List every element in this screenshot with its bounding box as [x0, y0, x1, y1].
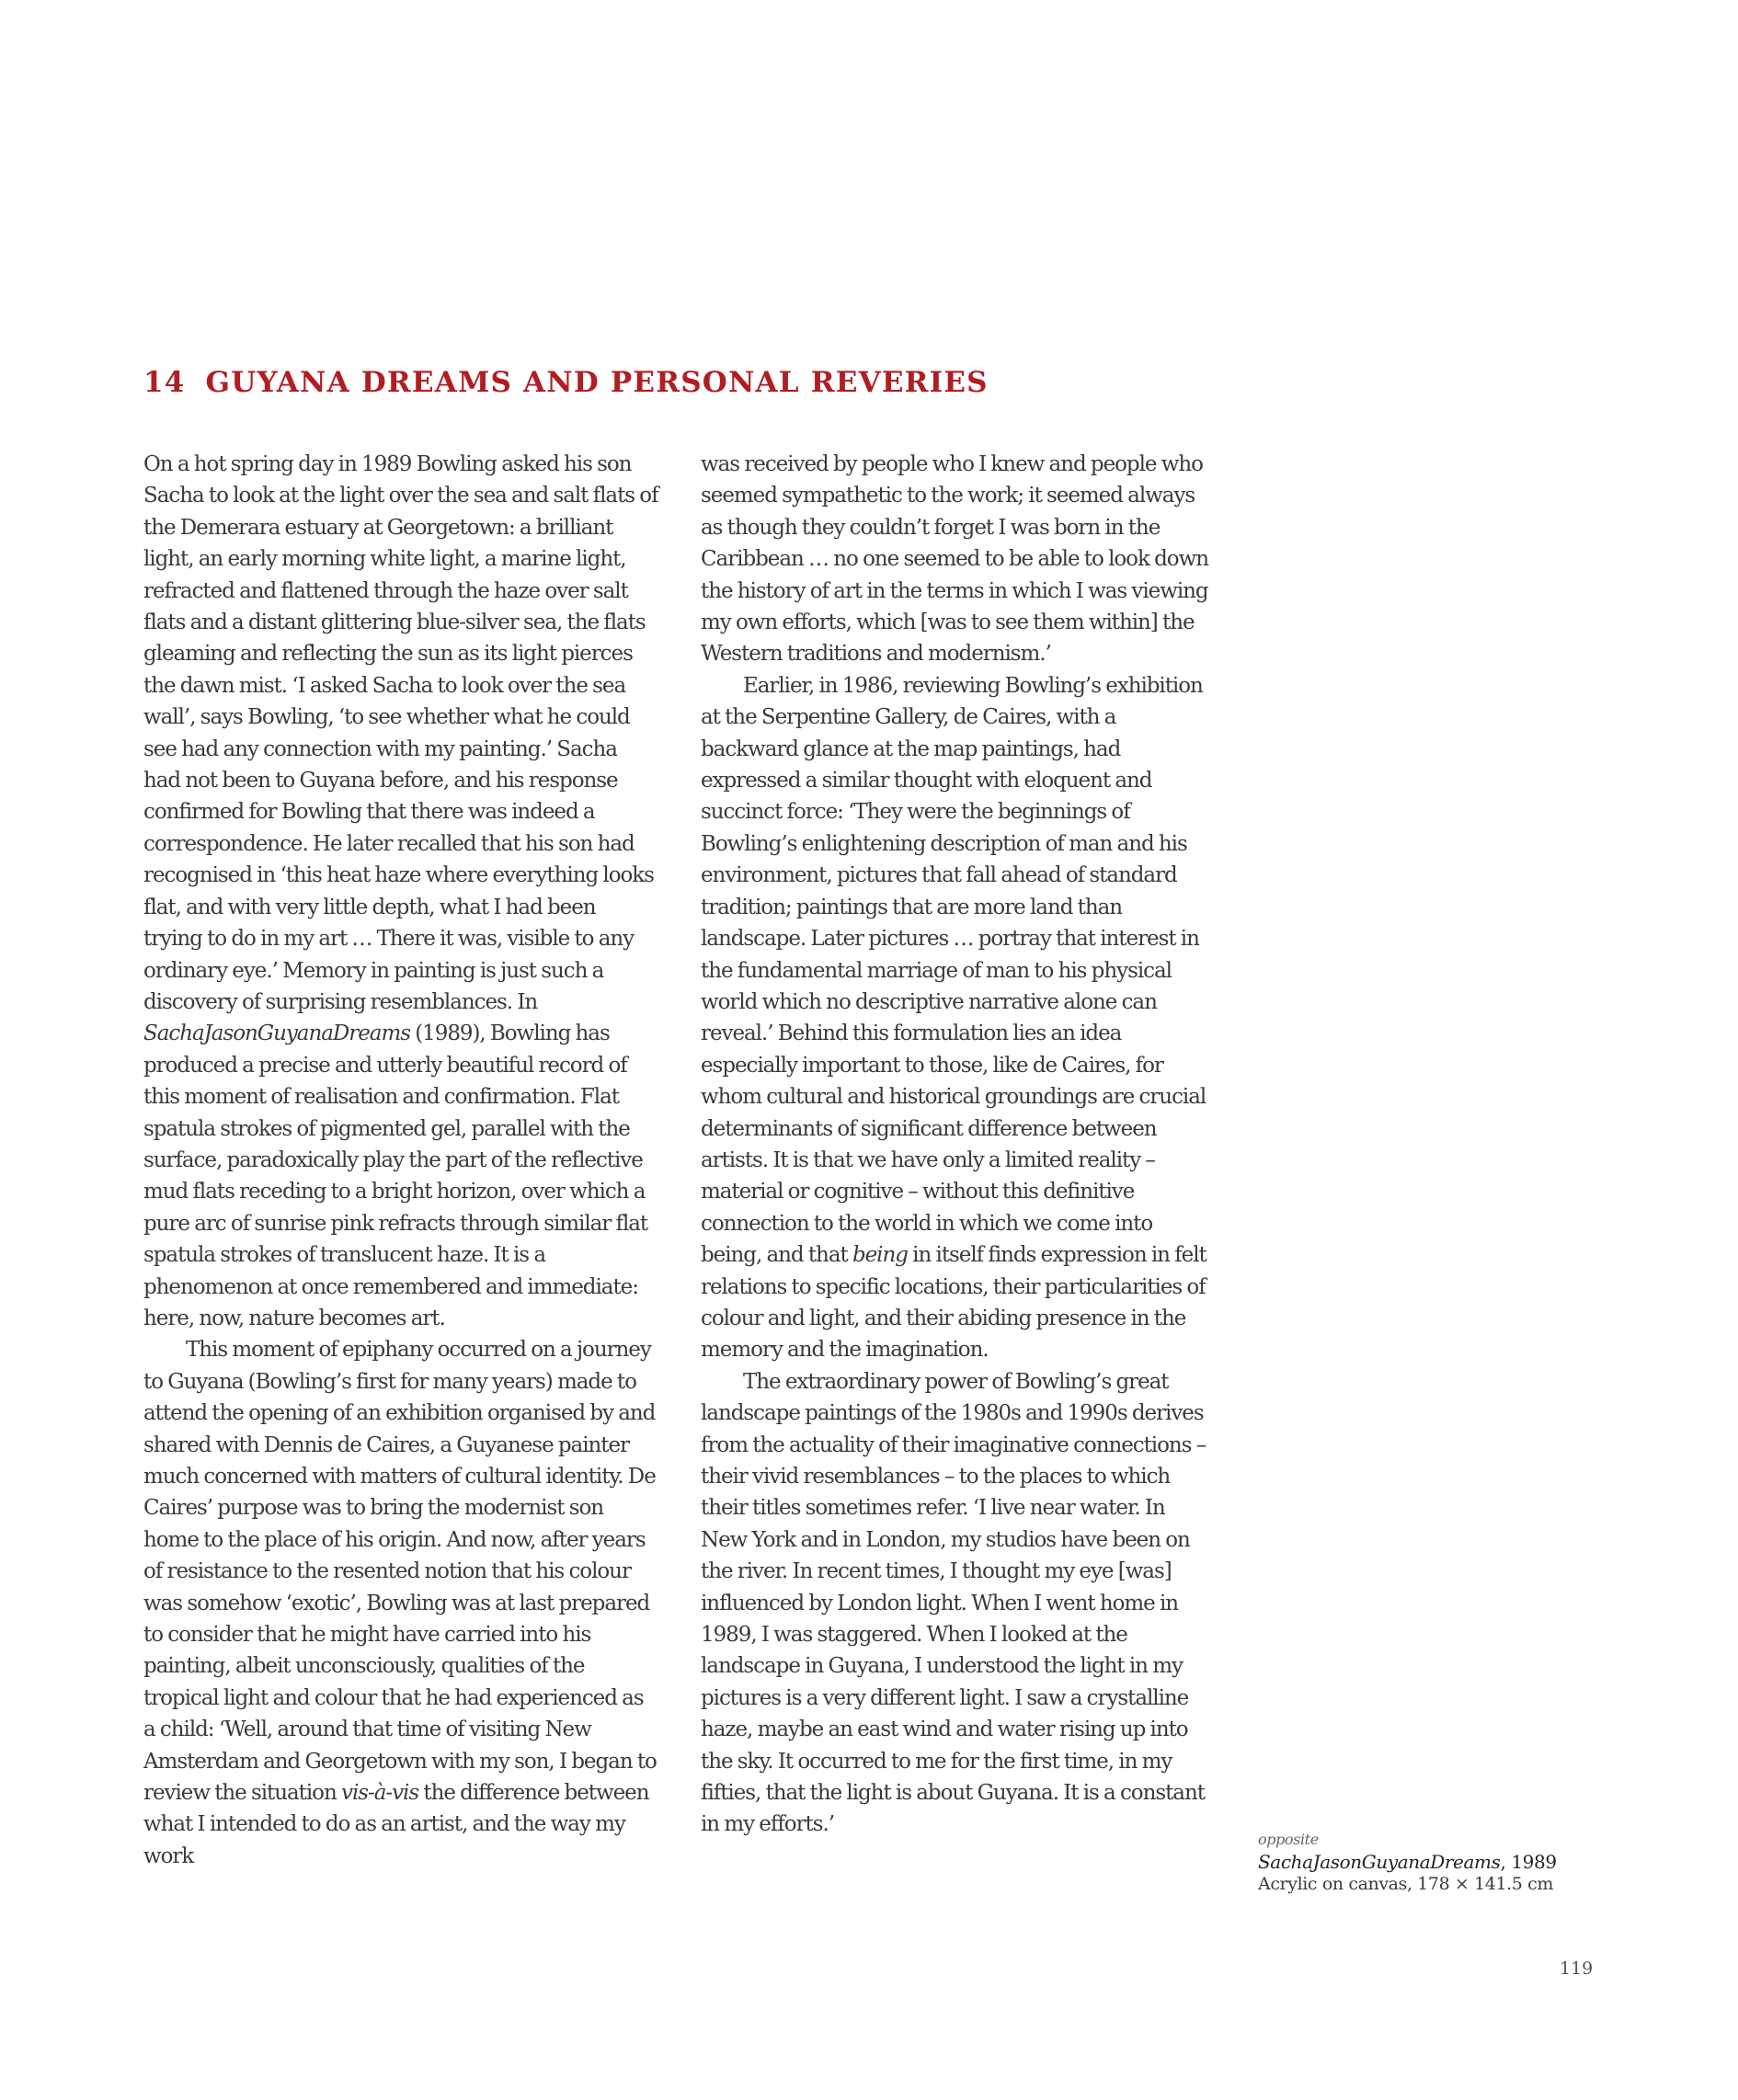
page-number: 119 — [1560, 1958, 1594, 1979]
paragraph-2-text-a: This moment of epiphany occurred on a journey to Guyana (Bowling’s first for many years) made to attend the opening of an exhibition organised by and shared with Dennis de Caires, a Guyanese painter much concerned with matters of cultural identity. De Caires’ purpose was to bring the modernist son home to the place of his origin. And now, after years of resistance to the resented notion that his colour was somehow ‘exotic’, Bowling was at last prepared to consider that he might have carried into his painting, albeit unconsciously, qualities of the tropical light and colour that he had experienced as a child: ‘Well, around that time of visiting New Amsterdam and Georgetown with my son, I began to review the situation — [143, 1338, 657, 1806]
paragraph-4 — [701, 670, 1216, 1366]
caption-medium: Acrylic on canvas, 178 × 141.5 cm — [1258, 1874, 1553, 1894]
body-column-right — [701, 449, 1216, 1841]
caption-title: SachaJasonGuyanaDreams — [1258, 1851, 1501, 1873]
paragraph-4-text-a: Earlier, in 1986, reviewing Bowling’s exhibition at the Serpentine Gallery, de Caires, with a backward glance at the map paintings, had expressed a similar thought with eloquent and succinct force: ‘They were the beginnings of Bowling’s enlightening description of man and his environment, pictures that fall ahead of standard tradition; paintings that are more land than landscape. Later pictures … portray that interest in the fundamental marriage of man to his physical world which no descriptive narrative alone can reveal.’ Behind this formulation lies an idea especially important to those, like de Caires, for whom cultural and historical groundings are crucial determinants of significant difference between artists. It is that we have only a limited reality – material or cognitive – without this definitive connection to the world in which we come into being, and that — [701, 673, 1206, 1268]
italic-word: being — [852, 1243, 908, 1268]
paragraph-1-text-a: On a hot spring day in 1989 Bowling asked his son Sacha to look at the light over the sea and salt flats of the Demerara estuary at Georgetown: a brilliant light, an early morning white light, a marine light, refracted and flattened through the haze over salt flats and a distant glittering blue-silver sea, the flats gleaming and reflecting the sun as its light pierces the dawn mist. ‘I asked Sacha to look over the sea wall’, says Bowling, ‘to see whether what he could see had any connection with my painting.’ Sacha had not been to Guyana before, and his response confirmed for Bowling that there was indeed a correspondence. He later recalled that his son had recognised in ‘this heat haze where everything looks flat, and with very little depth, what I had been trying to do in my art … There it was, visible to any ordinary eye.’ Memory in painting is just such a discovery of surprising resemblances. In — [143, 452, 658, 1014]
chapter-title: GUYANA DREAMS AND PERSONAL REVERIES — [205, 366, 989, 399]
figure-caption — [1258, 1829, 1644, 1895]
paragraph-1-text-b: (1989), Bowling has produced a precise and utterly beautiful record of this moment of realisation and confirmation. Flat spatula strokes of pigmented gel, parallel with the surface, paradoxically play the part of the reflective mud flats receding to a bright horizon, over which a pure arc of sunrise pink refracts through similar flat spatula strokes of translucent haze. It is a phenomenon at once remembered and immediate: here, now, nature becomes art. — [143, 1021, 648, 1330]
paragraph-2-text-b: the difference between what I intended to do as an artist, and the way my work — [143, 1781, 649, 1868]
artwork-title-inline: SachaJasonGuyanaDreams — [143, 1021, 410, 1046]
italic-phrase: vis-à-vis — [341, 1781, 419, 1806]
paragraph-3: was received by people who I knew and people who seemed sympathetic to the work; it seemed always as though they couldn’t forget I was born in the Caribbean … no one seemed to be able to look down the history of art in the terms in which I was viewing my own efforts, which [was to see them within] the Western traditions and modernism.’ — [701, 452, 1208, 667]
caption-label: opposite — [1258, 1831, 1319, 1848]
caption-title-line — [1258, 1851, 1644, 1873]
chapter-number: 14 — [143, 366, 186, 399]
chapter-heading — [143, 366, 989, 399]
paragraph-1 — [143, 449, 658, 1334]
paragraph-4-text-b: in itself finds expression in felt relations to specific locations, their particularities of colour and light, and their abiding presence in the memory and the imagination. — [701, 1243, 1206, 1363]
paragraph-2 — [143, 1334, 658, 1872]
paragraph-5: The extraordinary power of Bowling’s great landscape paintings of the 1980s and 1990s derives from the actuality of their imaginative connections – their vivid resemblances – to the places to which their titles sometimes refer. ‘I live near water. In New York and in London, my studios have been on the river. In recent times, I thought my eye [was] influenced by London light. When I went home in 1989, I was staggered. When I looked at the landscape in Guyana, I understood the light in my pictures is a very different light. I saw a crystalline haze, maybe an east wind and water rising up into the sky. It occurred to me for the first time, in my fifties, that the light is about Guyana. It is a constant in my efforts.’ — [701, 1369, 1206, 1837]
body-column-left — [143, 449, 658, 1872]
caption-year: , 1989 — [1500, 1851, 1557, 1873]
